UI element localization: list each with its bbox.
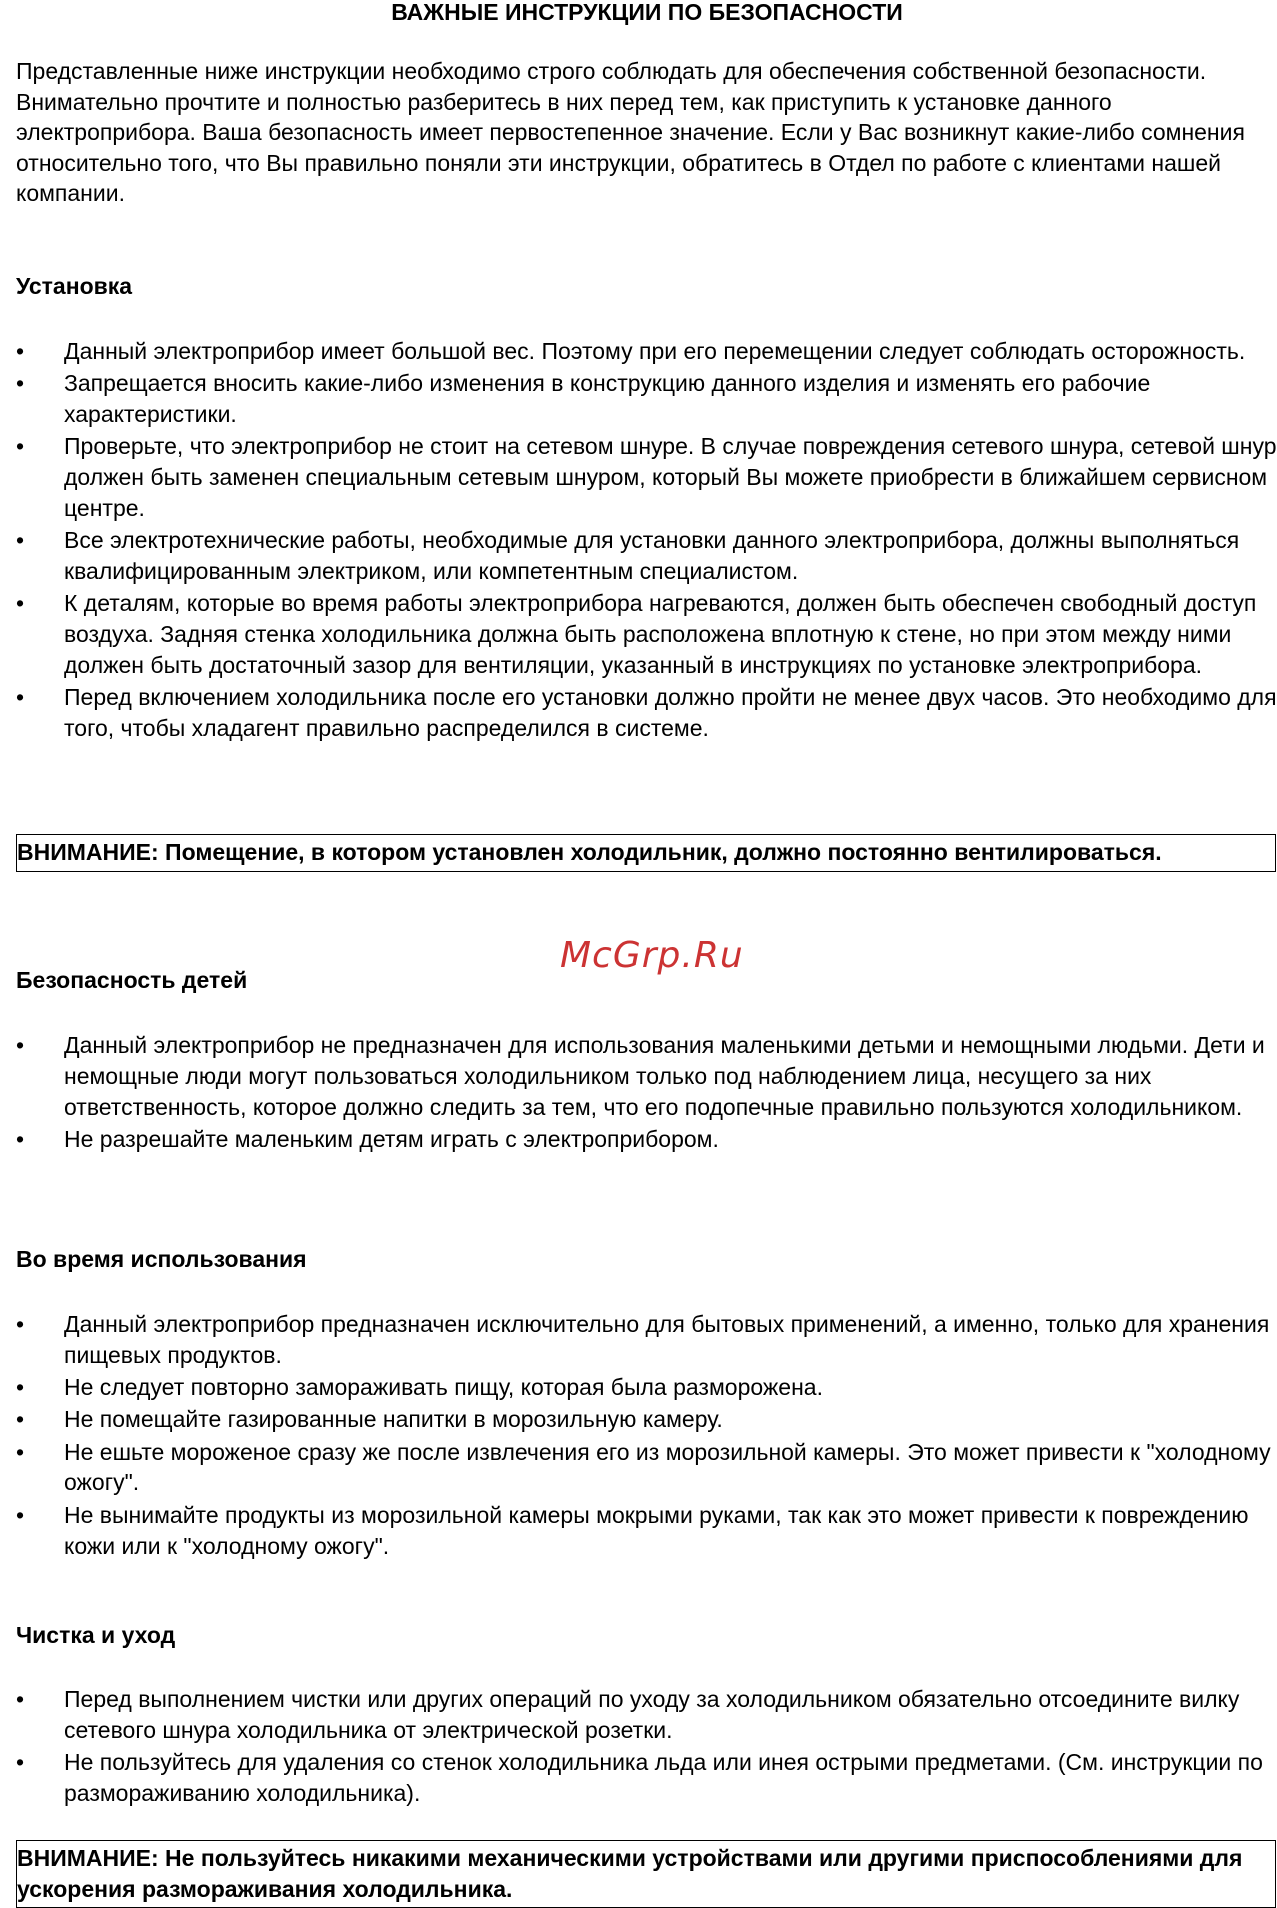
list-item: • Данный электроприбор имеет большой вес. Поэтому при его перемещении следует соблюдать осторожность. — [16, 336, 1277, 367]
list-item: • Не ешьте мороженое сразу же после извлечения его из морозильной камеры. Это может привести к "холодному ожогу". — [16, 1438, 1271, 1496]
list-item: • Не вынимайте продукты из морозильной камеры мокрыми руками, так как это может привести к повреждению кожи или к "холодному ожогу". — [16, 1501, 1249, 1559]
bullet-icon: • — [16, 590, 25, 617]
bullet-icon: • — [16, 433, 25, 460]
children-list — [16, 1030, 1277, 1156]
bullet-icon: • — [16, 1406, 25, 1433]
list-item: • Все электротехнические работы, необходимые для установки данного электроприбора, должны выполняться квалифицированным электриком, или компетентным специалистом. — [16, 527, 1240, 585]
bullet-icon: • — [16, 1438, 25, 1465]
list-item: • Запрещается вносить какие-либо изменения в конструкцию данного изделия и изменять его рабочие характеристики. — [16, 370, 1151, 428]
list-item: • Перед включением холодильника после его установки должно пройти не менее двух часов. Это необходимо для того, чтобы хладагент правильно распределился в системе. — [16, 684, 1277, 742]
section-heading-installation: Установка — [16, 273, 133, 299]
bullet-icon: • — [16, 1749, 25, 1776]
list-item: • Не следует повторно замораживать пищу, которая была разморожена. — [16, 1372, 1277, 1403]
section-heading-usage: Во время использования — [16, 1246, 307, 1272]
section-heading-children: Безопасность детей — [16, 967, 248, 993]
bullet-icon: • — [16, 527, 25, 554]
installation-list — [16, 336, 1277, 745]
cleaning-list — [16, 1684, 1277, 1810]
bullet-icon: • — [16, 1501, 25, 1528]
bullet-icon: • — [16, 1311, 25, 1337]
list-item: • Данный электроприбор не предназначен для использования маленькими детьми и немощными людьми. Дети и немощные люди могут пользоваться холодильником только под наблюдением лица, несущего за них ответственность, которое должно следить за тем, что его подопечные правильно пользуются холодильником. — [16, 1032, 1265, 1120]
list-item: • Не пользуйтесь для удаления со стенок холодильника льда или инея острыми предметами. (См. инструкции по размораживанию холодильника). — [16, 1749, 1263, 1806]
list-item: • Данный электроприбор предназначен исключительно для бытовых применений, а именно, только для хранения пищевых продуктов. — [16, 1311, 1270, 1368]
list-item: • К деталям, которые во время работы электроприбора нагреваются, должен быть обеспечен свободный доступ воздуха. Задняя стенка холодильника должна быть расположена вплотную к стене, но при этом между ними должен быть достаточный зазор для вентиляции, указанный в инструкциях по установке электроприбора. — [16, 590, 1257, 678]
list-item: • Не помещайте газированные напитки в морозильную камеру. — [16, 1404, 1277, 1435]
warning-box-defrost: ВНИМАНИЕ: Не пользуйтесь никакими механическими устройствами или другими приспособлениями для ускорения размораживания холодильника. — [16, 1840, 1276, 1908]
list-item: • Перед выполнением чистки или других операций по уходу за холодильником обязательно отсоедините вилку сетевого шнура холодильника от электрической розетки. — [16, 1686, 1240, 1743]
intro-paragraph: Представленные ниже инструкции необходимо строго соблюдать для обеспечения собственной безопасности. Внимательно прочтите и полностью разберитесь в них перед тем, как приступить к установке данного электроприбора. Ваша безопасность имеет первостепенное значение. Если у Вас возникнут какие-либо сомнения относительно того, что Вы правильно поняли эти инструкции, обратитесь в Отдел по работе с клиентами нашей компании. — [16, 58, 1245, 206]
warning-box-ventilation: ВНИМАНИЕ: Помещение, в котором установлен холодильник, должно постоянно вентилироваться. — [16, 834, 1276, 872]
bullet-icon: • — [16, 370, 25, 397]
bullet-icon: • — [16, 1374, 25, 1401]
bullet-icon: • — [16, 1686, 25, 1712]
bullet-icon: • — [16, 1032, 25, 1058]
list-item: • Не разрешайте маленьким детям играть с электроприбором. — [16, 1124, 1277, 1155]
usage-list — [16, 1309, 1277, 1563]
list-item: • Проверьте, что электроприбор не стоит на сетевом шнуре. В случае повреждения сетевого шнура, сетевой шнур должен быть заменен специальным сетевым шнуром, который Вы можете приобрести в ближайшем сервисном центре. — [16, 433, 1277, 521]
bullet-icon: • — [16, 684, 25, 711]
section-heading-cleaning: Чистка и уход — [16, 1622, 176, 1648]
bullet-icon: • — [16, 338, 25, 364]
document-title: ВАЖНЫЕ ИНСТРУКЦИИ ПО БЕЗОПАСНОСТИ — [391, 0, 903, 25]
bullet-icon: • — [16, 1125, 25, 1152]
watermark-logo: McGrp.Ru — [560, 935, 744, 976]
